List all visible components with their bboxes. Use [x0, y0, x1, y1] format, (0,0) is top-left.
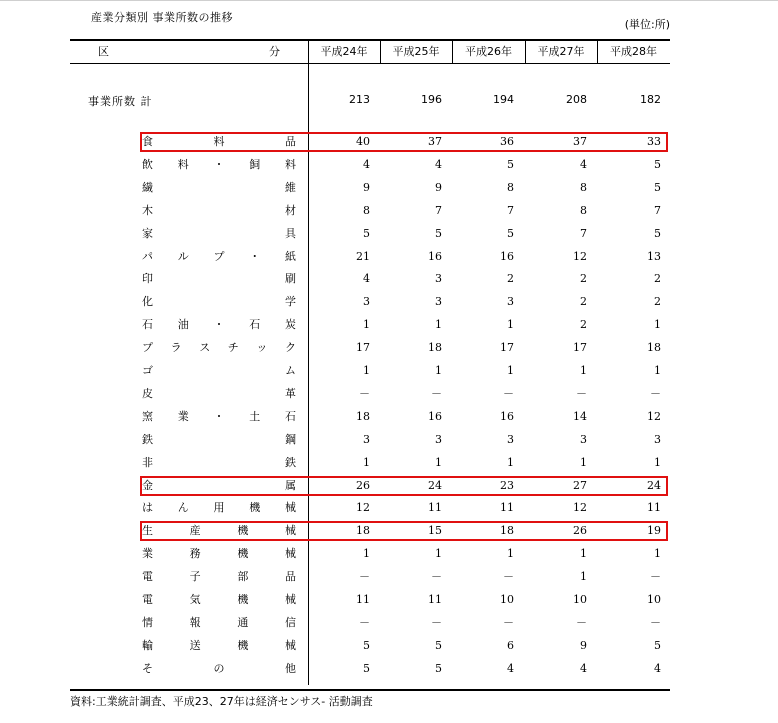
industry-name-char: プ: [213, 249, 225, 263]
industry-name-char: 業: [177, 409, 189, 423]
header-year: 平成24年: [320, 45, 368, 58]
industry-name-char: 鉄: [285, 455, 296, 469]
cell-value: －: [650, 570, 661, 584]
cell-value: －: [359, 570, 370, 584]
cell-value: －: [650, 615, 661, 629]
industry-name-char: 鋼: [285, 432, 296, 446]
cell-value: 1: [507, 455, 514, 469]
cell-value: 2: [580, 272, 587, 286]
cell-value: 16: [428, 409, 442, 423]
column-divider: [525, 41, 526, 63]
cell-value: 3: [435, 295, 442, 309]
cell-value: 4: [363, 272, 370, 286]
industry-name-char: 機: [237, 524, 249, 538]
cell-value: 16: [500, 249, 514, 263]
cell-value: －: [503, 386, 514, 400]
industry-name: [142, 429, 296, 451]
industry-name: [142, 452, 296, 474]
industry-name-char: 電: [142, 593, 153, 606]
cell-value: 1: [363, 318, 370, 332]
industry-name: [142, 177, 296, 199]
table-row: [70, 200, 670, 222]
industry-name-char: プ: [142, 341, 153, 355]
header-label-left: 区: [98, 45, 109, 58]
industry-name: [142, 566, 296, 588]
industry-name-char: 紙: [285, 249, 296, 263]
cell-value: －: [431, 570, 442, 584]
cell-value: 5: [654, 180, 661, 194]
header-label-right: 分: [269, 45, 280, 58]
table-row: [70, 520, 670, 542]
cell-value: 1: [507, 318, 514, 332]
cell-value: 17: [356, 341, 370, 355]
cell-value: 5: [363, 638, 370, 652]
industry-name: [142, 246, 296, 268]
table-row: [70, 223, 670, 245]
table-row: [70, 452, 670, 474]
industry-name-char: 械: [285, 501, 296, 515]
cell-value: 10: [500, 593, 514, 606]
cell-value: 27: [573, 478, 587, 492]
table-row: [70, 475, 670, 497]
table-row: [70, 360, 670, 382]
industry-name-char: ッ: [256, 341, 268, 355]
cell-value: 8: [580, 180, 587, 194]
industry-name-char: 信: [284, 615, 296, 629]
cell-value: 9: [580, 638, 587, 652]
cell-value: 24: [647, 478, 661, 492]
cell-value: 12: [573, 501, 587, 515]
industry-name-char: 維: [285, 180, 296, 194]
industry-name: [142, 635, 296, 657]
cell-value: 3: [654, 432, 661, 446]
cell-value: 16: [428, 249, 442, 263]
cell-value: 1: [507, 364, 514, 377]
cell-value: 3: [363, 432, 370, 446]
cell-value: －: [503, 570, 514, 584]
cell-value: 8: [580, 203, 587, 217]
total-value: 213: [349, 93, 370, 106]
table-row: [70, 406, 670, 428]
table-row: [70, 291, 670, 313]
cell-value: 5: [363, 661, 370, 675]
industry-name-char: ・: [213, 318, 225, 332]
industry-name-char: 電: [142, 570, 153, 584]
cell-value: 16: [500, 409, 514, 423]
industry-name-char: そ: [142, 661, 153, 675]
industry-name: [142, 200, 296, 222]
cell-value: 5: [435, 226, 442, 240]
cell-value: 4: [654, 661, 661, 675]
cell-value: 1: [363, 547, 370, 561]
table-row: [70, 566, 670, 588]
cell-value: 40: [356, 135, 370, 148]
table-row: [70, 497, 670, 519]
table-row: [70, 131, 670, 153]
page-top-border: [0, 0, 778, 1]
industry-name-char: 産: [189, 524, 201, 538]
table-row: [70, 429, 670, 451]
industry-name-char: 部: [237, 570, 249, 584]
industry-name: [142, 360, 296, 382]
industry-name-char: 石: [285, 409, 296, 423]
industry-name-char: 繊: [142, 180, 153, 194]
header-year: 平成27年: [537, 45, 585, 58]
industry-name-char: ク: [284, 341, 296, 355]
industry-name: [142, 291, 296, 313]
unit-label: (単位:所): [624, 18, 670, 31]
industry-name-char: 送: [189, 638, 201, 652]
cell-value: 3: [363, 295, 370, 309]
cell-value: 4: [580, 157, 587, 171]
industry-name-char: 具: [285, 226, 296, 240]
industry-name-char: 生: [142, 524, 153, 538]
cell-value: 4: [580, 661, 587, 675]
industry-name-char: 機: [237, 638, 249, 652]
cell-value: 5: [435, 661, 442, 675]
cell-value: 8: [507, 180, 514, 194]
cell-value: 3: [507, 295, 514, 309]
cell-value: 1: [363, 364, 370, 377]
total-label: 事業所数 計: [88, 95, 153, 108]
header-year: 平成28年: [610, 45, 657, 58]
industry-name-char: 輸: [142, 638, 153, 652]
column-divider: [380, 41, 381, 63]
industry-name: [142, 612, 296, 634]
industry-name-char: 皮: [142, 386, 153, 400]
cell-value: 12: [647, 409, 661, 423]
industry-name-char: 印: [142, 272, 153, 286]
cell-value: 5: [507, 157, 514, 171]
cell-value: 7: [435, 203, 442, 217]
cell-value: 18: [647, 341, 661, 355]
cell-value: 1: [580, 455, 587, 469]
total-value: 196: [421, 93, 442, 106]
industry-name-char: チ: [227, 341, 239, 355]
cell-value: 5: [507, 226, 514, 240]
cell-value: 5: [654, 157, 661, 171]
cell-value: 11: [428, 593, 442, 606]
cell-value: 1: [654, 364, 661, 377]
cell-value: 33: [647, 135, 661, 148]
industry-name-char: 非: [142, 455, 153, 469]
cell-value: 2: [507, 272, 514, 286]
cell-value: －: [650, 386, 661, 400]
industry-name-char: 飼: [249, 157, 261, 171]
cell-value: 13: [647, 249, 661, 263]
industry-name: [142, 223, 296, 245]
cell-value: 11: [428, 501, 442, 515]
industry-name: [142, 406, 296, 428]
industry-name-char: 報: [189, 615, 201, 629]
cell-value: 15: [428, 524, 442, 538]
total-value: 194: [493, 93, 514, 106]
cell-value: 36: [500, 135, 514, 148]
industry-name-char: 材: [285, 203, 296, 217]
cell-value: 2: [654, 272, 661, 286]
industry-name: [142, 268, 296, 290]
cell-value: 14: [573, 409, 587, 423]
table-row: [70, 635, 670, 657]
table-title: 産業分類別 事業所数の推移: [91, 11, 233, 24]
industry-name-char: 械: [284, 593, 296, 606]
cell-value: 18: [356, 524, 370, 538]
cell-value: 2: [580, 318, 587, 332]
industry-name-char: 械: [284, 638, 296, 652]
industry-name-char: ル: [177, 249, 189, 263]
data-table: [70, 39, 670, 691]
table-row: [70, 177, 670, 199]
industry-name-char: 情: [142, 615, 153, 629]
industry-name-char: ム: [285, 364, 296, 377]
table-row: [70, 658, 670, 680]
industry-name-char: 品: [284, 570, 296, 584]
industry-name-char: ん: [177, 501, 189, 515]
cell-value: 3: [435, 432, 442, 446]
header-year: 平成25年: [392, 45, 440, 58]
cell-value: －: [576, 386, 587, 400]
industry-name-char: ・: [249, 249, 261, 263]
industry-name-char: 炭: [285, 318, 296, 332]
cell-value: 18: [356, 409, 370, 423]
cell-value: 10: [573, 593, 587, 606]
cell-value: 24: [428, 478, 442, 492]
table-row: [70, 314, 670, 336]
cell-value: 4: [507, 661, 514, 675]
header-year: 平成26年: [465, 45, 512, 58]
table-row: [70, 246, 670, 268]
industry-name: [142, 589, 296, 611]
industry-name: [142, 314, 296, 336]
industry-name-char: 属: [285, 478, 296, 492]
industry-name-char: は: [142, 501, 153, 515]
industry-name-char: 料: [213, 135, 225, 148]
cell-value: 7: [654, 203, 661, 217]
column-divider: [597, 41, 598, 63]
total-value: 208: [566, 93, 587, 106]
cell-value: 11: [356, 593, 370, 606]
cell-value: 17: [500, 341, 514, 355]
cell-value: －: [359, 615, 370, 629]
cell-value: 12: [573, 249, 587, 263]
industry-name-char: の: [213, 661, 225, 675]
cell-value: 5: [654, 226, 661, 240]
cell-value: 11: [647, 501, 661, 515]
industry-name-char: ラ: [170, 341, 182, 355]
cell-value: 7: [507, 203, 514, 217]
cell-value: －: [431, 615, 442, 629]
table-row: [70, 589, 670, 611]
cell-value: 18: [428, 341, 442, 355]
industry-name-char: 務: [189, 547, 201, 561]
cell-value: 23: [500, 478, 514, 492]
industry-name: [142, 383, 296, 405]
source-footnote: 資料:工業統計調査、平成23、27年は経済センサス- 活動調査: [70, 695, 373, 708]
table-row: [70, 268, 670, 290]
industry-name-char: 用: [213, 501, 225, 515]
industry-name-char: 革: [285, 386, 296, 400]
industry-name-char: 料: [285, 157, 296, 171]
industry-name: [142, 154, 296, 176]
industry-name-char: 気: [189, 593, 201, 606]
table-row: [70, 154, 670, 176]
table-row: [70, 612, 670, 634]
cell-value: 26: [356, 478, 370, 492]
cell-value: 4: [363, 157, 370, 171]
industry-name-char: 子: [189, 570, 201, 584]
table-row: [70, 337, 670, 359]
industry-name-char: ・: [213, 157, 225, 171]
cell-value: －: [359, 386, 370, 400]
industry-name-char: 窯: [142, 409, 153, 423]
industry-name-char: 食: [142, 135, 153, 148]
industry-name-char: 石: [142, 318, 153, 332]
cell-value: 18: [500, 524, 514, 538]
industry-name: [142, 337, 296, 359]
industry-name-char: 木: [142, 203, 153, 217]
cell-value: 1: [435, 547, 442, 561]
cell-value: 1: [654, 547, 661, 561]
cell-value: 10: [647, 593, 661, 606]
cell-value: 4: [435, 157, 442, 171]
cell-value: －: [431, 386, 442, 400]
column-divider: [452, 41, 453, 63]
industry-name-char: 鉄: [142, 432, 153, 446]
industry-name-char: 油: [177, 318, 189, 332]
industry-name-char: 品: [285, 135, 296, 148]
cell-value: 7: [580, 226, 587, 240]
industry-name-char: 飲: [142, 157, 153, 171]
cell-value: 1: [654, 455, 661, 469]
table-header: [70, 41, 670, 64]
cell-value: 1: [507, 547, 514, 561]
industry-name: [142, 497, 296, 519]
cell-value: 1: [580, 364, 587, 377]
industry-name-char: 機: [249, 501, 261, 515]
table-row: [70, 543, 670, 565]
cell-value: 9: [363, 180, 370, 194]
industry-name: [142, 475, 296, 497]
industry-name-char: 械: [284, 524, 296, 538]
industry-name-char: 学: [285, 295, 296, 309]
cell-value: 1: [580, 547, 587, 561]
industry-name: [142, 131, 296, 153]
industry-name-char: 化: [142, 295, 153, 309]
table-row: [70, 383, 670, 405]
cell-value: 9: [435, 180, 442, 194]
cell-value: 1: [435, 364, 442, 377]
cell-value: 2: [654, 295, 661, 309]
cell-value: 1: [580, 570, 587, 584]
total-value: 182: [640, 93, 661, 106]
industry-name-char: 石: [249, 318, 261, 332]
industry-name-char: 家: [142, 226, 153, 240]
industry-name-char: 金: [142, 478, 153, 492]
cell-value: 5: [435, 638, 442, 652]
cell-value: 1: [363, 455, 370, 469]
cell-value: 12: [356, 501, 370, 515]
cell-value: 2: [580, 295, 587, 309]
cell-value: 3: [435, 272, 442, 286]
industry-name-char: パ: [142, 249, 153, 263]
cell-value: 1: [435, 318, 442, 332]
cell-value: 37: [573, 135, 587, 148]
industry-name-char: 他: [285, 661, 296, 675]
cell-value: 21: [356, 249, 370, 263]
cell-value: 17: [573, 341, 587, 355]
total-row: [70, 89, 670, 111]
industry-name-char: ゴ: [142, 364, 153, 377]
industry-name-char: ス: [199, 341, 211, 355]
industry-name-char: 業: [142, 547, 153, 561]
cell-value: 5: [654, 638, 661, 652]
cell-value: －: [503, 615, 514, 629]
industry-name-char: 械: [284, 547, 296, 561]
cell-value: 11: [500, 501, 514, 515]
cell-value: 8: [363, 203, 370, 217]
industry-name-char: 料: [177, 157, 189, 171]
industry-name-char: 機: [237, 593, 249, 606]
cell-value: 1: [435, 455, 442, 469]
cell-value: 5: [363, 226, 370, 240]
cell-value: 26: [573, 524, 587, 538]
industry-name-char: 機: [237, 547, 249, 561]
industry-name: [142, 658, 296, 680]
industry-name: [142, 520, 296, 542]
industry-name-char: 刷: [285, 272, 296, 286]
industry-name-char: 通: [237, 615, 249, 629]
cell-value: 3: [507, 432, 514, 446]
industry-name: [142, 543, 296, 565]
cell-value: 19: [647, 524, 661, 538]
cell-value: 3: [580, 432, 587, 446]
cell-value: 1: [654, 318, 661, 332]
industry-name-char: 土: [249, 409, 261, 423]
cell-value: 6: [507, 638, 514, 652]
industry-name-char: ・: [213, 409, 225, 423]
cell-value: －: [576, 615, 587, 629]
cell-value: 37: [428, 135, 442, 148]
